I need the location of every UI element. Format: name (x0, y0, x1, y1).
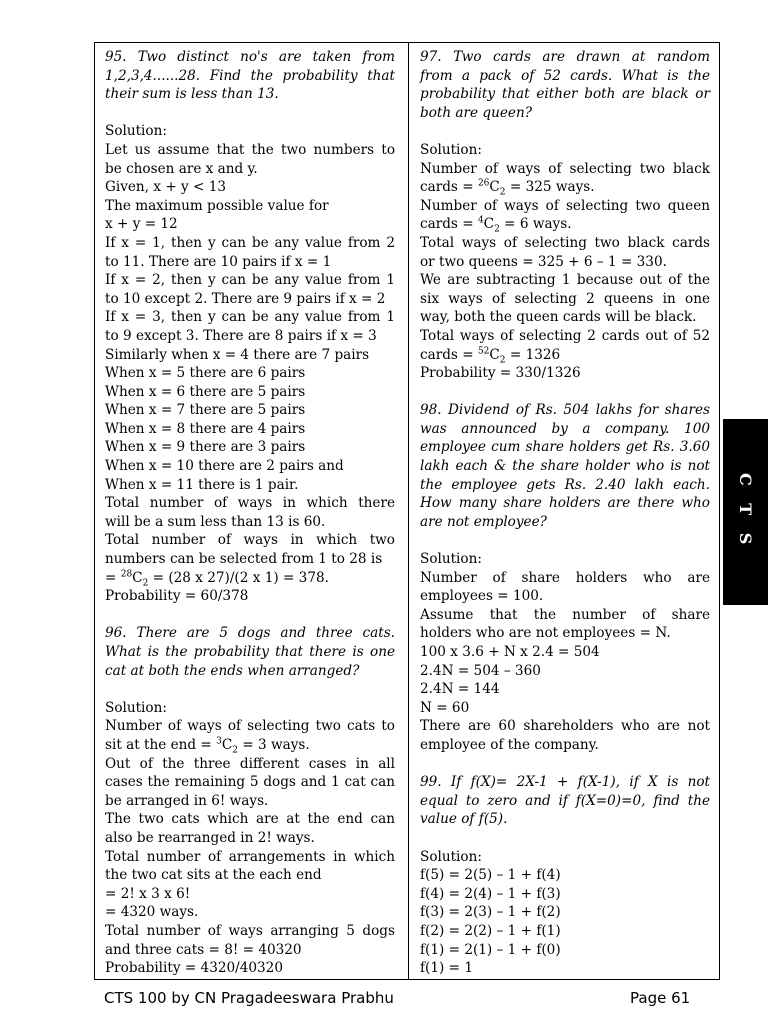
content-frame (94, 42, 720, 980)
text-line: also be rearranged in 2! ways. (105, 829, 315, 846)
text-line: employees = 100. (420, 588, 544, 605)
question-line: are not employee? (420, 513, 547, 530)
column-divider (408, 43, 409, 979)
question-line: 96. There are 5 dogs and three cats. (105, 625, 395, 642)
probability-line: Probability = 60/378 (105, 588, 249, 605)
text-line: six ways of selecting 2 queens in one (420, 290, 710, 307)
question-line: What is the probability that there is one (105, 644, 395, 660)
text-line: or two queens = 325 + 6 – 1 = 330. (420, 253, 667, 270)
text-line: and three cats = 8! = 40320 (105, 941, 302, 958)
combination-line: = $^{28}C_2 = (28$ x 27)/(2 x 1) = 378. (105, 569, 329, 589)
solution-99 (420, 866, 710, 978)
text-line: 2.4N = 144 (420, 681, 500, 698)
text-line: f(5) = 2(5) – 1 + f(4) (420, 867, 561, 884)
text-line: to 9 except 3. There are 8 pairs if x = 3 (105, 327, 377, 344)
text-line: Let us assume that the two numbers to (105, 141, 395, 158)
text-line: f(3) = 2(3) – 1 + f(2) (420, 904, 561, 921)
text-line: be chosen are x and y. (105, 160, 258, 177)
question-line: value of f(5). (420, 811, 508, 828)
question-line: How many share holders are there who (420, 495, 710, 512)
left-column (105, 48, 395, 978)
text-line: Total number of ways in which two (105, 532, 395, 549)
text-line: will be a sum less than 13 is 60. (105, 513, 326, 530)
text-line: 2.4N = 504 – 360 (420, 662, 541, 679)
text-line: When x = 6 there are 5 pairs (105, 383, 306, 400)
question-line: 98. Dividend of Rs. 504 lakhs for shares (420, 402, 710, 419)
solution-label: Solution: (420, 141, 482, 158)
question-98 (420, 401, 710, 531)
side-tab (723, 419, 768, 605)
solution-label: Solution: (420, 848, 482, 865)
text-line: If x = 1, then y can be any value from 2 (105, 234, 395, 251)
text-line: 100 x 3.6 + N x 2.4 = 504 (420, 644, 600, 660)
combination-line: cards = $^4C_2 = 6$ ways. (420, 215, 572, 236)
text-line: Out of the three different cases in all (105, 755, 395, 772)
solution-label: Solution: (105, 123, 167, 140)
question-line: 1,2,3,4......28. Find the probability that (105, 67, 395, 84)
text-line: to 10 except 2. There are 9 pairs if x = 2 (105, 290, 386, 307)
text-line: way, both the queen cards will be black. (420, 309, 697, 326)
question-line: probability that either both are black or (420, 86, 710, 103)
text-line: Given, x + y < 13 (105, 179, 227, 196)
text-line: When x = 7 there are 5 pairs (105, 402, 306, 419)
text-line: employee of the company. (420, 736, 599, 753)
text-line: Total number of arrangements in which (105, 848, 395, 865)
question-line: cat at both the ends when arranged? (105, 662, 360, 679)
text-line: x + y = 12 (105, 216, 178, 233)
text-line: Number of ways of selecting two cats to (105, 718, 395, 735)
solution-95 (105, 141, 395, 606)
right-column (420, 48, 710, 978)
probability-line: Probability = 330/1326 (420, 365, 581, 382)
text-line: Number of share holders who are (420, 569, 710, 586)
text-line: Number of ways of selecting two queen (420, 197, 710, 214)
question-line: 97. Two cards are drawn at random (420, 49, 710, 65)
text-line: Assume that the number of share (420, 606, 710, 623)
text-line: If x = 3, then y can be any value from 1 (105, 309, 395, 326)
text-line: = 4320 ways. (105, 904, 199, 921)
text-line: There are 60 shareholders who are not (420, 718, 710, 735)
solution-96 (105, 717, 395, 977)
text-line: Similarly when x = 4 there are 7 pairs (105, 346, 370, 363)
text-line: Total ways of selecting 2 cards out of 52 (420, 327, 710, 344)
combination-line: cards = $^{26}C_2 = 325$ ways. (420, 178, 595, 198)
text-line: The two cats which are at the end can (105, 811, 395, 828)
text-line: Total number of ways arranging 5 dogs (105, 922, 395, 939)
question-95 (105, 48, 395, 104)
text-line: numbers can be selected from 1 to 28 is (105, 551, 383, 568)
solution-97 (420, 160, 710, 383)
text-line: f(2) = 2(2) – 1 + f(1) (420, 922, 561, 939)
text-line: When x = 9 there are 3 pairs (105, 439, 306, 456)
text-line: When x = 11 there is 1 pair. (105, 476, 299, 493)
question-line: both are queen? (420, 104, 532, 121)
text-line: When x = 10 there are 2 pairs and (105, 458, 344, 475)
text-line: Total ways of selecting two black cards (420, 234, 710, 251)
text-line: f(1) = 2(1) – 1 + f(0) (420, 941, 561, 958)
question-line: their sum is less than 13. (105, 86, 279, 103)
text-line: be arranged in 6! ways. (105, 792, 269, 809)
question-line: 95. Two distinct no's are taken from (105, 49, 395, 65)
probability-line: Probability = 4320/40320 (105, 960, 283, 977)
solution-label: Solution: (420, 551, 482, 568)
question-line: equal to zero and if f(X=0)=0, find the (420, 792, 710, 809)
text-line: If x = 2, then y can be any value from 1 (105, 272, 395, 289)
question-line: employee cum share holders get Rs. 3.60 (420, 439, 710, 456)
text-line: N = 60 (420, 699, 470, 716)
question-line: 99. If f(X)= 2X-1 + f(X-1), if X is not (420, 774, 710, 791)
question-line: was announced by a company. 100 (420, 420, 710, 437)
text-line: cases the remaining 5 dogs and 1 cat can (105, 774, 395, 791)
text-line: When x = 8 there are 4 pairs (105, 420, 306, 437)
footer-author: CTS 100 by CN Pragadeeswara Prabhu (104, 989, 394, 1007)
question-97 (420, 48, 710, 122)
text-line: The maximum possible value for (105, 197, 329, 214)
question-line: from a pack of 52 cards. What is the (420, 67, 710, 84)
combination-line: cards = $^{52}C_2 = 1326$ (420, 345, 561, 366)
question-line: the employee gets Rs. 2.40 lakh each. (420, 476, 710, 493)
text-line: = 2! x 3 x 6! (105, 885, 191, 902)
solution-label: Solution: (105, 699, 167, 716)
side-tab-label: C T S (736, 473, 755, 551)
question-96 (105, 624, 395, 680)
text-line: to 11. There are 10 pairs if x = 1 (105, 253, 332, 270)
text-line: f(1) = 1 (420, 960, 473, 977)
text-line: Total number of ways in which there (105, 495, 395, 512)
text-line: holders who are not employees = N. (420, 625, 671, 642)
text-line: We are subtracting 1 because out of the (420, 272, 710, 289)
text-line: Number of ways of selecting two black (420, 160, 710, 177)
solution-98 (420, 569, 710, 755)
question-99 (420, 773, 710, 829)
question-line: lakh each & the share holder who is not (420, 458, 710, 475)
text-line: the two cat sits at the each end (105, 867, 322, 884)
combination-line: sit at the end = $^3C_2 = 3$ ways. (105, 736, 310, 756)
text-line: f(4) = 2(4) – 1 + f(3) (420, 885, 561, 902)
footer-page-number: Page 61 (630, 989, 691, 1007)
text-line: When x = 5 there are 6 pairs (105, 365, 306, 382)
